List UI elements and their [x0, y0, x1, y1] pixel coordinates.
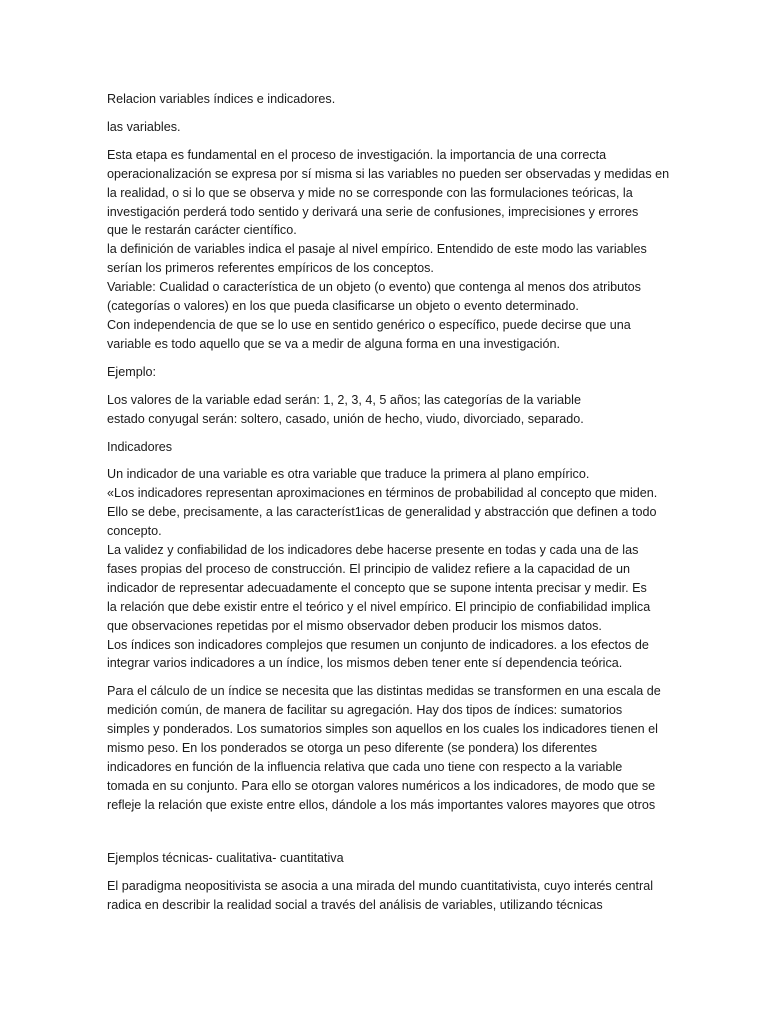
paragraph-line: mismo peso. En los ponderados se otorga un peso diferente (se pondera) los diferentes: [107, 741, 598, 756]
paragraph-line: indicador de representar adecuadamente el concepto que se supone intenta precisar y medir. Es: [107, 580, 647, 595]
document-title: Relacion variables índices e indicadores.: [107, 92, 336, 106]
section-heading-indicadores: Indicadores: [107, 439, 173, 454]
paragraph-line: la relación que debe existir entre el teórico y el nivel empírico. El principio de confiabilidad implica: [107, 599, 651, 614]
paragraph-line: investigación perderá todo sentido y derivará una serie de confusiones, imprecisiones y errores: [107, 204, 639, 219]
paragraph-line: «Los indicadores representan aproximaciones en términos de probabilidad al concepto que miden.: [107, 486, 658, 501]
paragraph-line: que observaciones repetidas por el mismo observador deben producir los mismos datos.: [107, 618, 602, 633]
paragraph-line: radica en describir la realidad social a través del análisis de variables, utilizando técnicas: [107, 897, 603, 912]
paragraph-line: indicadores en función de la influencia relativa que cada uno tiene con respecto a la variable: [107, 760, 623, 774]
paragraph-line: la definición de variables indica el pasaje al nivel empírico. Entendido de este modo las variables: [107, 242, 647, 257]
paragraph-line: Para el cálculo de un índice se necesita que las distintas medidas se transformen en una escala de: [107, 684, 661, 699]
paragraph-line: serían los primeros referentes empíricos de los conceptos.: [107, 261, 434, 276]
paragraph-line: integrar varios indicadores a un índice, los mismos deben tener ente sí dependencia teórica.: [107, 656, 623, 671]
paragraph-line: Los índices son indicadores complejos que resumen un conjunto de indicadores. a los efectos de: [107, 637, 649, 652]
paragraph-line: tomada en su conjunto. Para ello se otorgan valores numéricos a los indicadores, de modo que se: [107, 778, 656, 793]
paragraph-line: que le restarán carácter científico.: [107, 223, 297, 238]
paragraph-line: Un indicador de una variable es otra variable que traduce la primera al plano empírico.: [107, 467, 590, 482]
paragraph-line: fases propias del proceso de construcción. El principio de validez refiere a la capacidad de un: [107, 561, 630, 576]
paragraph-line: Con independencia de que se lo use en sentido genérico o específico, puede decirse que una: [107, 317, 631, 332]
paragraph-line: variable es todo aquello que se va a medir de alguna forma en una investigación.: [107, 336, 560, 351]
section-heading-variables: las variables.: [107, 119, 181, 134]
paragraph-line: la realidad, o si lo que se observa y mide no se corresponde con las formulaciones teóricas, la: [107, 185, 633, 200]
paragraph-line: Esta etapa es fundamental en el proceso de investigación. la importancia de una correcta: [107, 147, 607, 162]
section-heading-ejemplos: Ejemplos técnicas- cualitativa- cuantitativa: [107, 850, 344, 865]
paragraph-spacer: [107, 824, 728, 849]
example-label: Ejemplo:: [107, 364, 156, 379]
paragraph-line: operacionalización se expresa por sí misma si las variables no pueden ser observadas y medidas en: [107, 166, 670, 181]
paragraph-line: Ello se debe, precisamente, a las característ1icas de generalidad y abstracción que definen a todo: [107, 505, 657, 520]
paragraph-indicadores: [107, 465, 728, 673]
paragraph-line: medición común, de manera de facilitar su agregación. Hay dos tipos de índices: sumatorios: [107, 703, 623, 718]
paragraph-line: simples y ponderados. Los sumatorios simples son aquellos en los cuales los indicadores tienen el: [107, 722, 658, 737]
paragraph-line: Los valores de la variable edad serán: 1, 2, 3, 4, 5 años; las categorías de la variable: [107, 392, 581, 407]
paragraph-line: La validez y confiabilidad de los indicadores debe hacerse presente en todas y cada una de las: [107, 543, 639, 558]
paragraph-line: concepto.: [107, 524, 162, 539]
paragraph-variables: [107, 146, 728, 354]
paragraph-line: Variable: Cualidad o característica de un objeto (o evento) que contenga al menos dos atributos: [107, 280, 641, 295]
paragraph-indices: [107, 682, 728, 814]
paragraph-line: El paradigma neopositivista se asocia a una mirada del mundo cuantitativista, cuyo interés central: [107, 878, 654, 893]
paragraph-line: (categorías o valores) en los que pueda clasificarse un objeto o evento determinado.: [107, 299, 579, 314]
paragraph-line: estado conyugal serán: soltero, casado, unión de hecho, viudo, divorciado, separado.: [107, 411, 584, 426]
paragraph-paradigma: [107, 877, 728, 915]
paragraph-example: [107, 391, 728, 429]
paragraph-line: refleje la relación que existe entre ellos, dándole a los más importantes valores mayores que otros: [107, 797, 656, 812]
